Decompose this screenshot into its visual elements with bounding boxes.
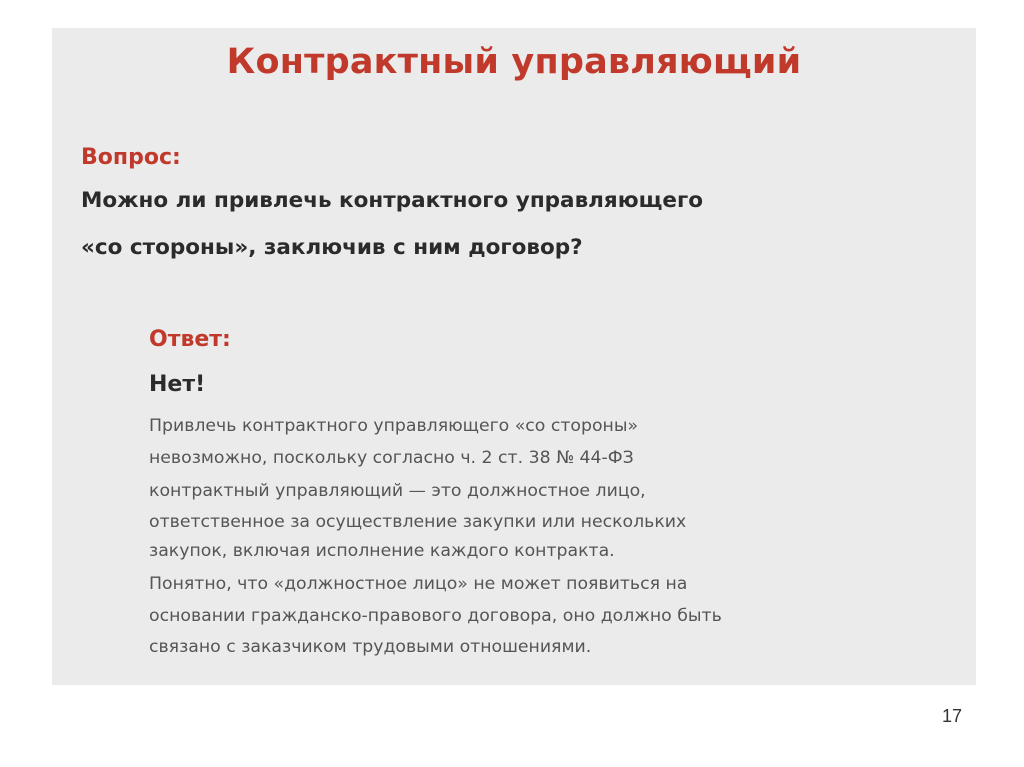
answer-line-6: Понятно, что «должностное лицо» не может появиться на <box>149 574 688 594</box>
answer-short: Нет! <box>149 372 206 397</box>
answer-line-5: закупок, включая исполнение каждого контракта. <box>149 541 615 561</box>
answer-line-7: основании гражданско-правового договора, оно должно быть <box>149 606 722 626</box>
answer-label: Ответ: <box>149 327 231 352</box>
question-line-2: «со стороны», заключив с ним договор? <box>81 235 583 260</box>
slide <box>52 28 976 685</box>
answer-line-8: связано с заказчиком трудовыми отношениями. <box>149 637 592 657</box>
answer-line-1: Привлечь контрактного управляющего «со стороны» <box>149 416 639 436</box>
answer-line-4: ответственное за осуществление закупки или нескольких <box>149 512 687 532</box>
answer-line-3: контрактный управляющий — это должностное лицо, <box>149 481 646 501</box>
page-number: 17 <box>942 706 963 726</box>
answer-line-2: невозможно, поскольку согласно ч. 2 ст. 38 № 44-ФЗ <box>149 448 634 468</box>
question-label: Вопрос: <box>81 145 181 170</box>
question-line-1: Можно ли привлечь контрактного управляющего <box>81 188 703 213</box>
slide-title: Контрактный управляющий <box>226 42 802 82</box>
